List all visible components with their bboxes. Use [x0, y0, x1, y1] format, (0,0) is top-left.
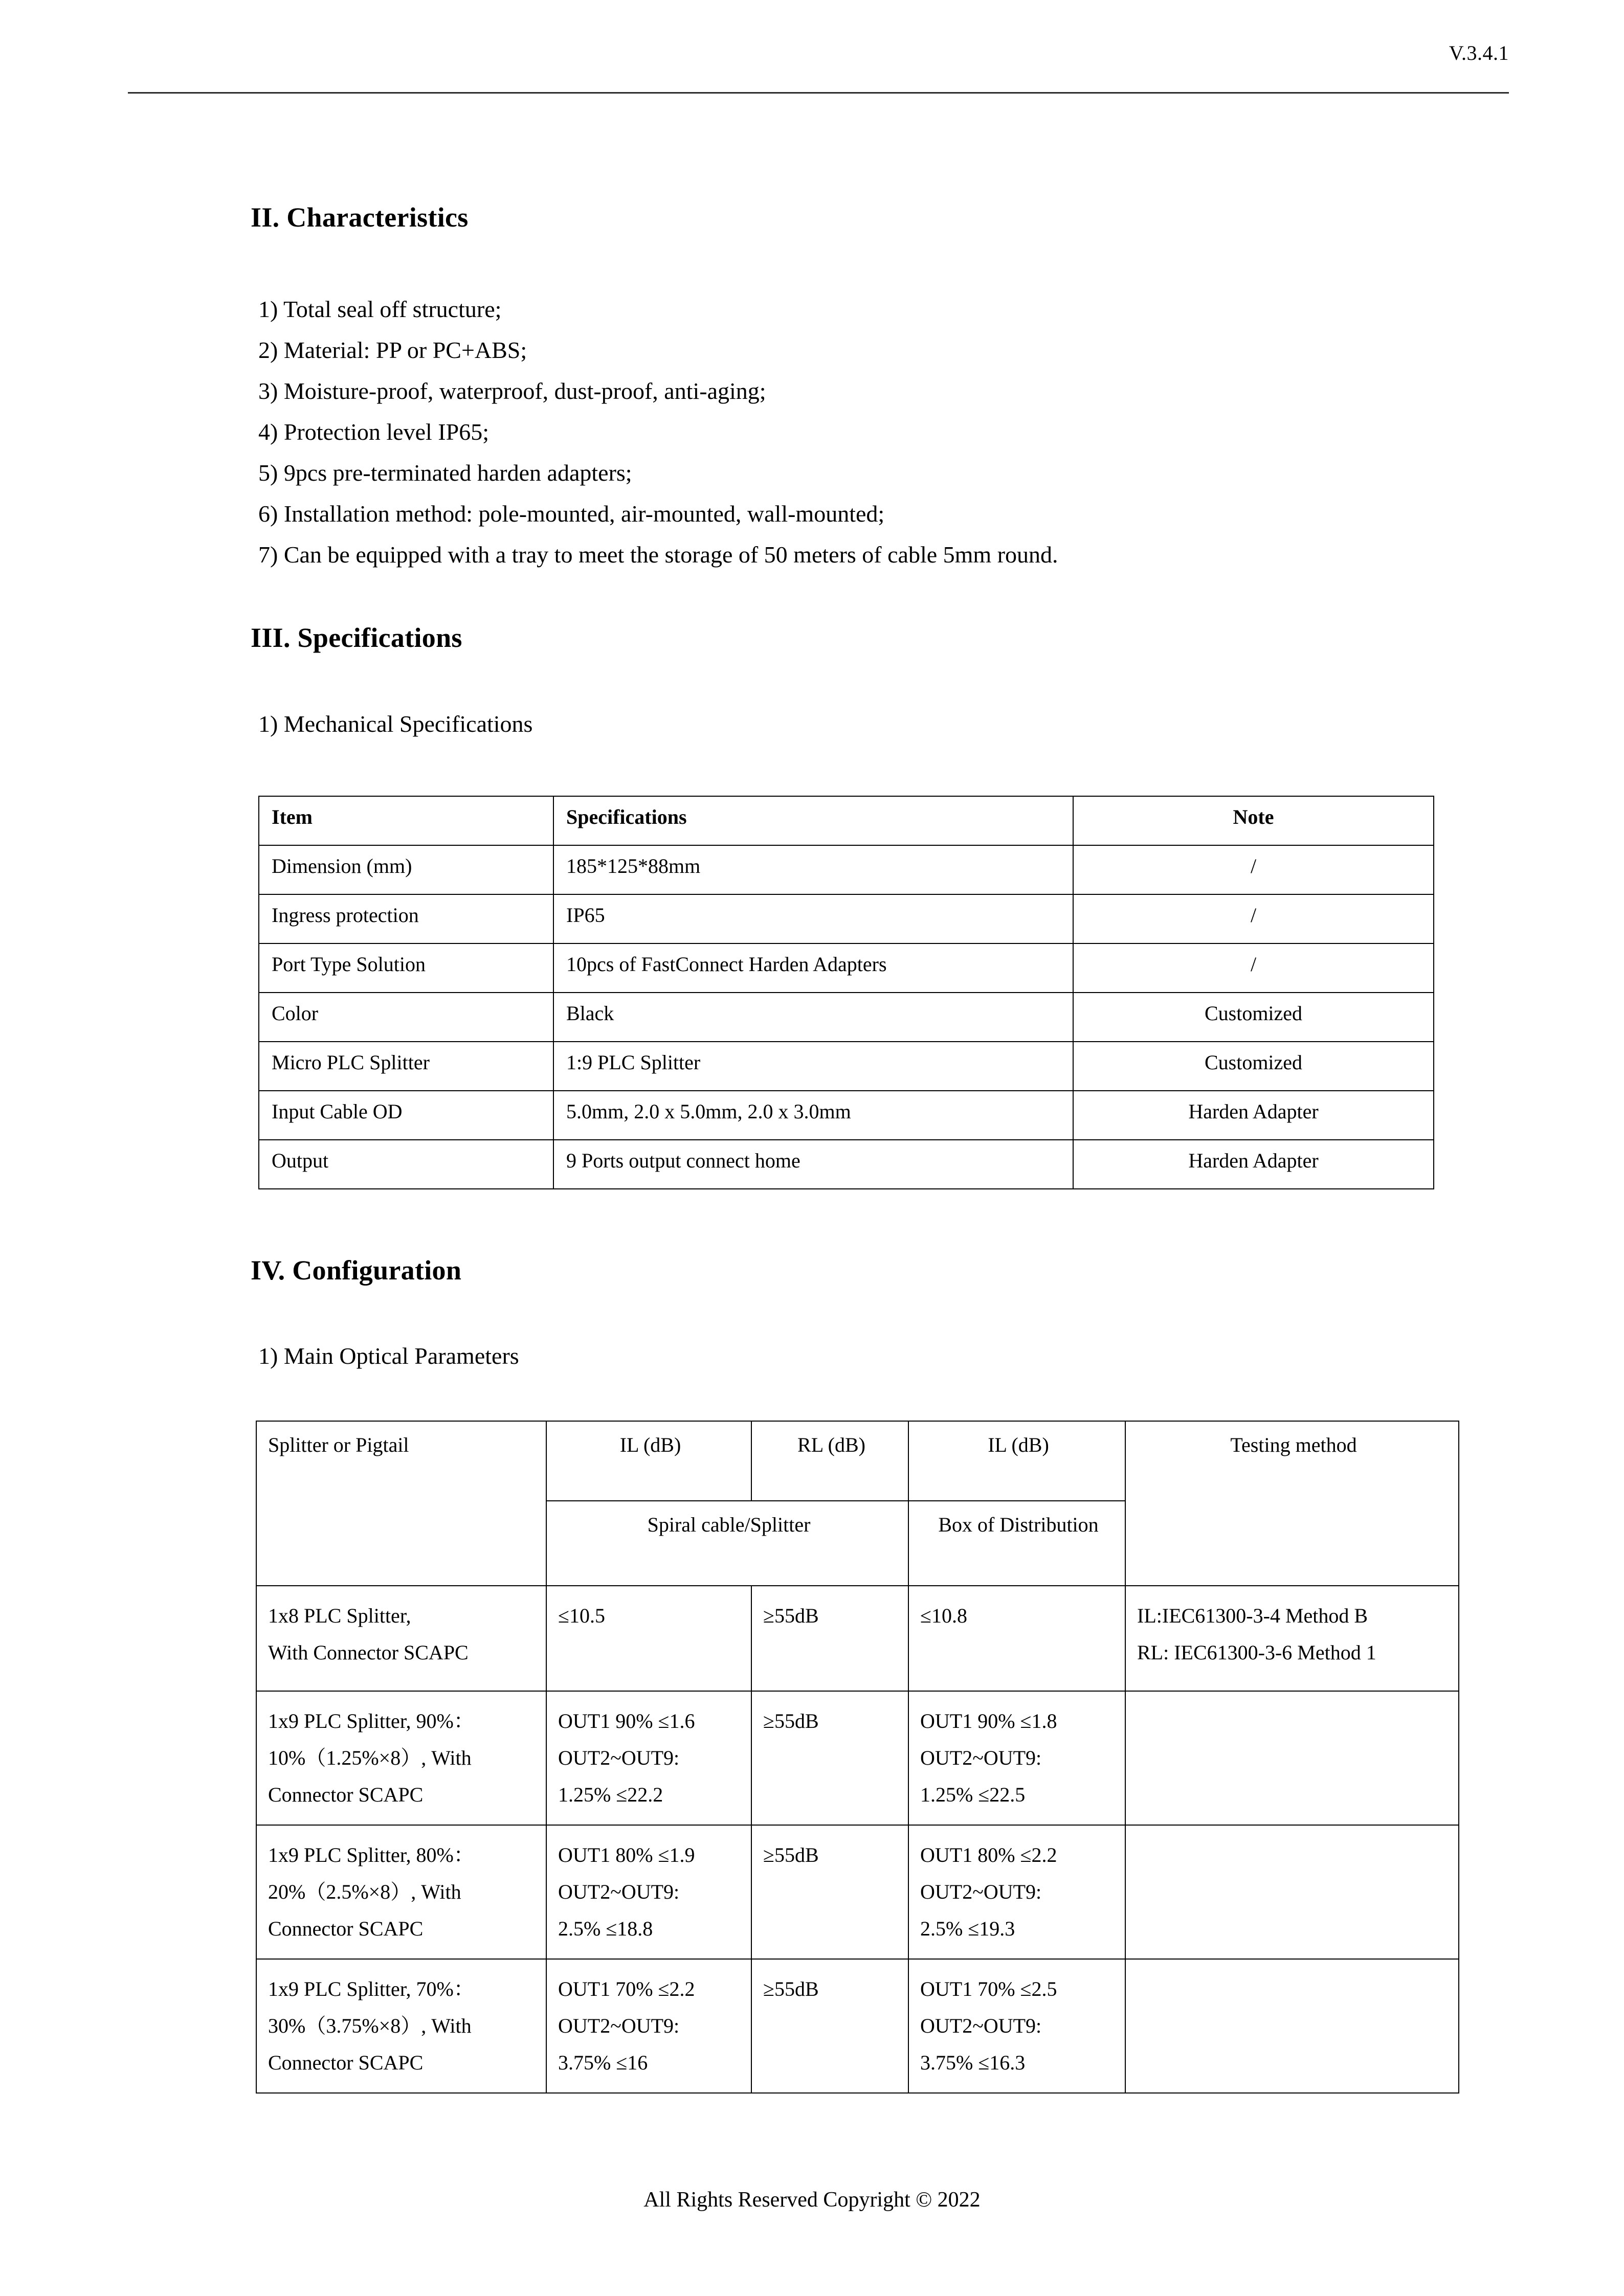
table-row	[259, 894, 1434, 943]
cell-il-spiral: OUT1 70% ≤2.2 OUT2~OUT9: 3.75% ≤16	[546, 1959, 751, 2093]
cell-testing-method	[1125, 1959, 1459, 2093]
heading-characteristics: II. Characteristics	[251, 202, 469, 233]
main-optical-parameters-table	[256, 1421, 1459, 2094]
cell-note: /	[1073, 894, 1434, 943]
table-row	[259, 1140, 1434, 1189]
heading-specifications: III. Specifications	[251, 622, 462, 653]
table-row	[256, 1959, 1459, 2093]
table-row	[259, 1091, 1434, 1140]
cell-splitter: 1x9 PLC Splitter, 90%： 10%（1.25%×8）, With Connector SCAPC	[256, 1691, 546, 1825]
column-header-splitter-or-pigtail: Splitter or Pigtail	[256, 1421, 546, 1586]
cell-il-spiral: OUT1 90% ≤1.6 OUT2~OUT9: 1.25% ≤22.2	[546, 1691, 751, 1825]
cell-il-box: OUT1 70% ≤2.5 OUT2~OUT9: 3.75% ≤16.3	[908, 1959, 1125, 2093]
cell-rl: ≥55dB	[751, 1691, 908, 1825]
table-row	[259, 1042, 1434, 1091]
list-item: 1) Total seal off structure;	[258, 296, 502, 322]
cell-item: Input Cable OD	[259, 1091, 553, 1140]
cell-specification: IP65	[553, 894, 1073, 943]
cell-testing-method	[1125, 1825, 1459, 1959]
list-item: 5) 9pcs pre-terminated harden adapters;	[258, 460, 632, 486]
cell-item: Micro PLC Splitter	[259, 1042, 553, 1091]
cell-testing-method: IL:IEC61300-3-4 Method B RL: IEC61300-3-6 Method 1	[1125, 1586, 1459, 1691]
cell-note: Customized	[1073, 993, 1434, 1042]
cell-note: Harden Adapter	[1073, 1140, 1434, 1189]
cell-il-spiral: ≤10.5	[546, 1586, 751, 1691]
cell-splitter: 1x9 PLC Splitter, 80%： 20%（2.5%×8）, With Connector SCAPC	[256, 1825, 546, 1959]
cell-note: /	[1073, 943, 1434, 993]
column-subheader-spiral-cable-splitter: Spiral cable/Splitter	[546, 1501, 908, 1586]
cell-item: Port Type Solution	[259, 943, 553, 993]
cell-rl: ≥55dB	[751, 1959, 908, 2093]
list-item: 6) Installation method: pole-mounted, air-mounted, wall-mounted;	[258, 501, 885, 527]
document-version: V.3.4.1	[1449, 41, 1509, 64]
cell-testing-method	[1125, 1691, 1459, 1825]
characteristics-list	[258, 289, 1058, 575]
column-header-specifications: Specifications	[553, 796, 1073, 845]
column-header-rl-db: RL (dB)	[751, 1421, 908, 1501]
cell-item: Dimension (mm)	[259, 845, 553, 894]
cell-item: Output	[259, 1140, 553, 1189]
subheading-mechanical-specifications: 1) Mechanical Specifications	[258, 711, 533, 737]
column-header-il-db-spiral: IL (dB)	[546, 1421, 751, 1501]
table-row	[256, 1586, 1459, 1691]
column-header-note: Note	[1073, 796, 1434, 845]
cell-splitter: 1x9 PLC Splitter, 70%： 30%（3.75%×8）, With Connector SCAPC	[256, 1959, 546, 2093]
heading-configuration: IV. Configuration	[251, 1255, 462, 1286]
cell-specification: 185*125*88mm	[553, 845, 1073, 894]
cell-specification: 10pcs of FastConnect Harden Adapters	[553, 943, 1073, 993]
column-subheader-box-of-distribution: Box of Distribution	[908, 1501, 1125, 1586]
cell-splitter: 1x8 PLC Splitter, With Connector SCAPC	[256, 1586, 546, 1691]
cell-item: Ingress protection	[259, 894, 553, 943]
cell-specification: Black	[553, 993, 1073, 1042]
cell-il-box: ≤10.8	[908, 1586, 1125, 1691]
table-row	[259, 993, 1434, 1042]
cell-specification: 1:9 PLC Splitter	[553, 1042, 1073, 1091]
header-divider	[128, 92, 1509, 94]
cell-note: /	[1073, 845, 1434, 894]
mechanical-specifications-table	[258, 796, 1434, 1189]
table-row	[259, 943, 1434, 993]
column-header-item: Item	[259, 796, 553, 845]
cell-il-spiral: OUT1 80% ≤1.9 OUT2~OUT9: 2.5% ≤18.8	[546, 1825, 751, 1959]
subheading-main-optical-parameters: 1) Main Optical Parameters	[258, 1343, 519, 1369]
table-row	[256, 1691, 1459, 1825]
cell-rl: ≥55dB	[751, 1825, 908, 1959]
table-row	[259, 845, 1434, 894]
table-header-row	[259, 796, 1434, 845]
cell-il-box: OUT1 80% ≤2.2 OUT2~OUT9: 2.5% ≤19.3	[908, 1825, 1125, 1959]
cell-note: Customized	[1073, 1042, 1434, 1091]
page-header	[128, 41, 1509, 94]
column-header-il-db-box: IL (dB)	[908, 1421, 1125, 1501]
cell-rl: ≥55dB	[751, 1586, 908, 1691]
page-footer	[0, 2188, 1624, 2212]
list-item: 2) Material: PP or PC+ABS;	[258, 337, 527, 363]
cell-il-box: OUT1 90% ≤1.8 OUT2~OUT9: 1.25% ≤22.5	[908, 1691, 1125, 1825]
list-item: 7) Can be equipped with a tray to meet the storage of 50 meters of cable 5mm round.	[258, 542, 1058, 568]
table-header-row-primary	[256, 1421, 1459, 1501]
list-item: 3) Moisture-proof, waterproof, dust-proof, anti-aging;	[258, 378, 766, 404]
cell-note: Harden Adapter	[1073, 1091, 1434, 1140]
cell-specification: 5.0mm, 2.0 x 5.0mm, 2.0 x 3.0mm	[553, 1091, 1073, 1140]
list-item: 4) Protection level IP65;	[258, 419, 489, 445]
column-header-testing-method: Testing method	[1125, 1421, 1459, 1586]
cell-specification: 9 Ports output connect home	[553, 1140, 1073, 1189]
cell-item: Color	[259, 993, 553, 1042]
table-row	[256, 1825, 1459, 1959]
copyright-text: All Rights Reserved Copyright © 2022	[643, 2188, 981, 2212]
